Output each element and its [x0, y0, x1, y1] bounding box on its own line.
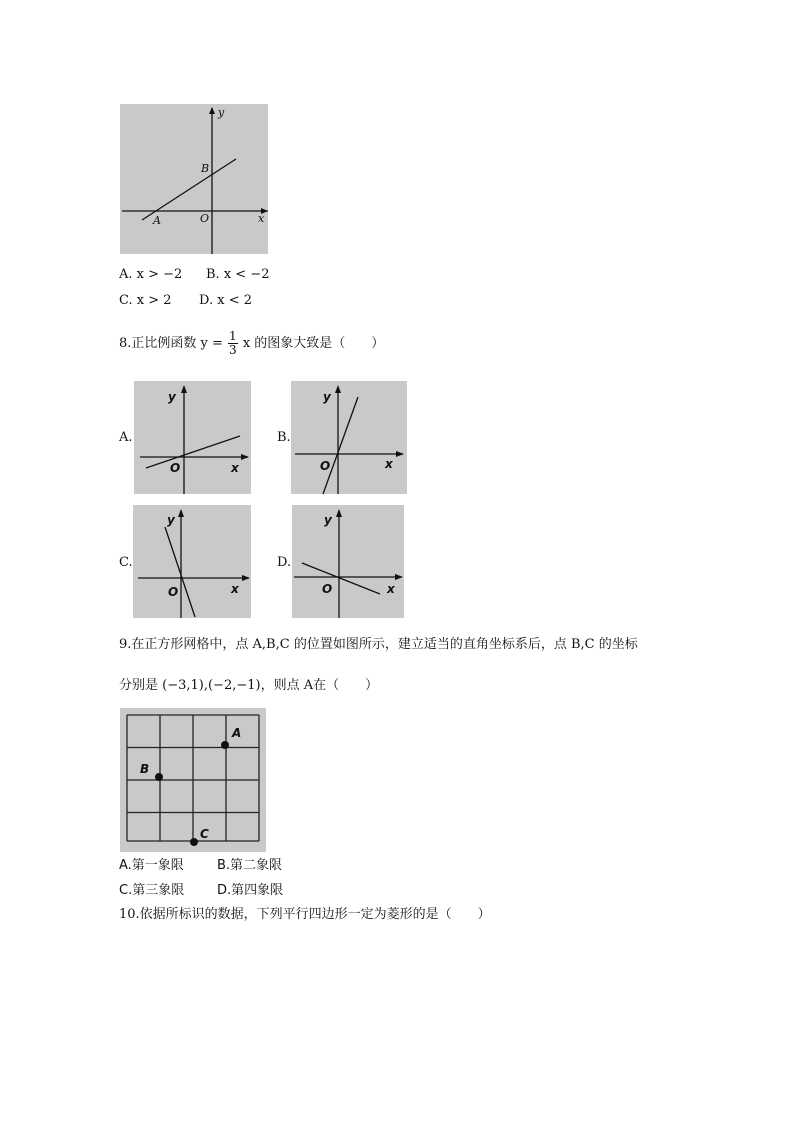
origin-label: O — [320, 459, 331, 473]
x-label: x — [258, 212, 265, 225]
q9-option-a[interactable]: A.第一象限 — [119, 858, 184, 873]
y-axis-arrow — [209, 107, 215, 114]
q9-option-d[interactable]: D.第四象限 — [217, 883, 284, 898]
y-label: y — [324, 513, 332, 527]
q8-stem — [119, 326, 384, 362]
q8-option-b-label[interactable]: B. — [277, 430, 291, 445]
point-a-label: A — [232, 726, 242, 740]
x-axis-arrow — [241, 454, 249, 460]
y-axis-arrow — [178, 509, 184, 517]
point-b — [155, 773, 163, 781]
y-axis-arrow — [335, 385, 341, 393]
x-label: x — [387, 582, 395, 596]
point-b-label: B — [140, 762, 150, 776]
fraction-denominator: 3 — [229, 343, 237, 357]
q7-option-d[interactable]: D. x < 2 — [199, 293, 252, 308]
origin-label: O — [168, 585, 179, 599]
x-label: x — [231, 582, 239, 596]
q10-stem: 10.依据所标识的数据，下列平行四边形一定为菱形的是（ ） — [119, 907, 491, 922]
square-grid — [120, 708, 266, 852]
x-axis-arrow — [242, 575, 250, 581]
x-label: x — [385, 457, 393, 471]
origin-label: O — [170, 461, 181, 475]
q7-option-c[interactable]: C. x > 2 — [119, 293, 172, 308]
q8-stem-prefix: 8.正比例函数 y = — [119, 336, 223, 351]
q7-option-a[interactable]: A. x > −2 — [119, 267, 183, 282]
function-line — [302, 563, 380, 594]
point-c — [190, 838, 198, 846]
q9-option-c[interactable]: C.第三象限 — [119, 883, 185, 898]
origin-label: O — [200, 212, 210, 225]
q8-stem-suffix: x 的图象大致是（ ） — [242, 336, 385, 351]
q8-option-a-graph[interactable] — [134, 381, 251, 494]
q8-fraction — [228, 330, 238, 357]
y-label: y — [168, 390, 176, 404]
y-label: y — [323, 390, 331, 404]
q7-graph — [120, 104, 268, 254]
fraction-numerator: 1 — [229, 329, 237, 343]
point-a — [221, 741, 229, 749]
point-b-label: B — [201, 162, 210, 175]
y-label: y — [167, 513, 175, 527]
function-line — [146, 436, 240, 468]
q9-stem-line-1: 9.在正方形网格中，点 A,B,C 的位置如图所示，建立适当的直角坐标系后，点 B,C 的坐标 — [119, 637, 638, 652]
q8-option-d-label[interactable]: D. — [277, 555, 292, 570]
q7-figure — [120, 104, 268, 254]
q9-stem-line-2: 分别是 (−3,1),(−2,−1)，则点 A在（ ） — [119, 678, 379, 693]
q8-option-d-graph[interactable] — [292, 505, 404, 618]
y-label: y — [218, 106, 225, 119]
q8-option-b-graph[interactable] — [291, 381, 407, 494]
q9-option-b[interactable]: B.第二象限 — [217, 858, 283, 873]
x-label: x — [231, 461, 239, 475]
point-c-label: C — [200, 827, 209, 841]
x-axis-arrow — [396, 451, 404, 457]
q7-option-b[interactable]: B. x < −2 — [206, 267, 270, 282]
y-axis-arrow — [336, 509, 342, 517]
q8-option-c-graph[interactable] — [133, 505, 251, 618]
q8-option-a-label[interactable]: A. — [119, 430, 133, 445]
x-axis-arrow — [395, 574, 403, 580]
q8-option-c-label[interactable]: C. — [119, 555, 133, 570]
y-axis-arrow — [181, 385, 187, 393]
origin-label: O — [322, 582, 333, 596]
function-line — [165, 527, 195, 617]
function-line — [323, 397, 358, 494]
q9-grid-figure — [120, 708, 266, 852]
point-a-label: A — [153, 214, 161, 227]
